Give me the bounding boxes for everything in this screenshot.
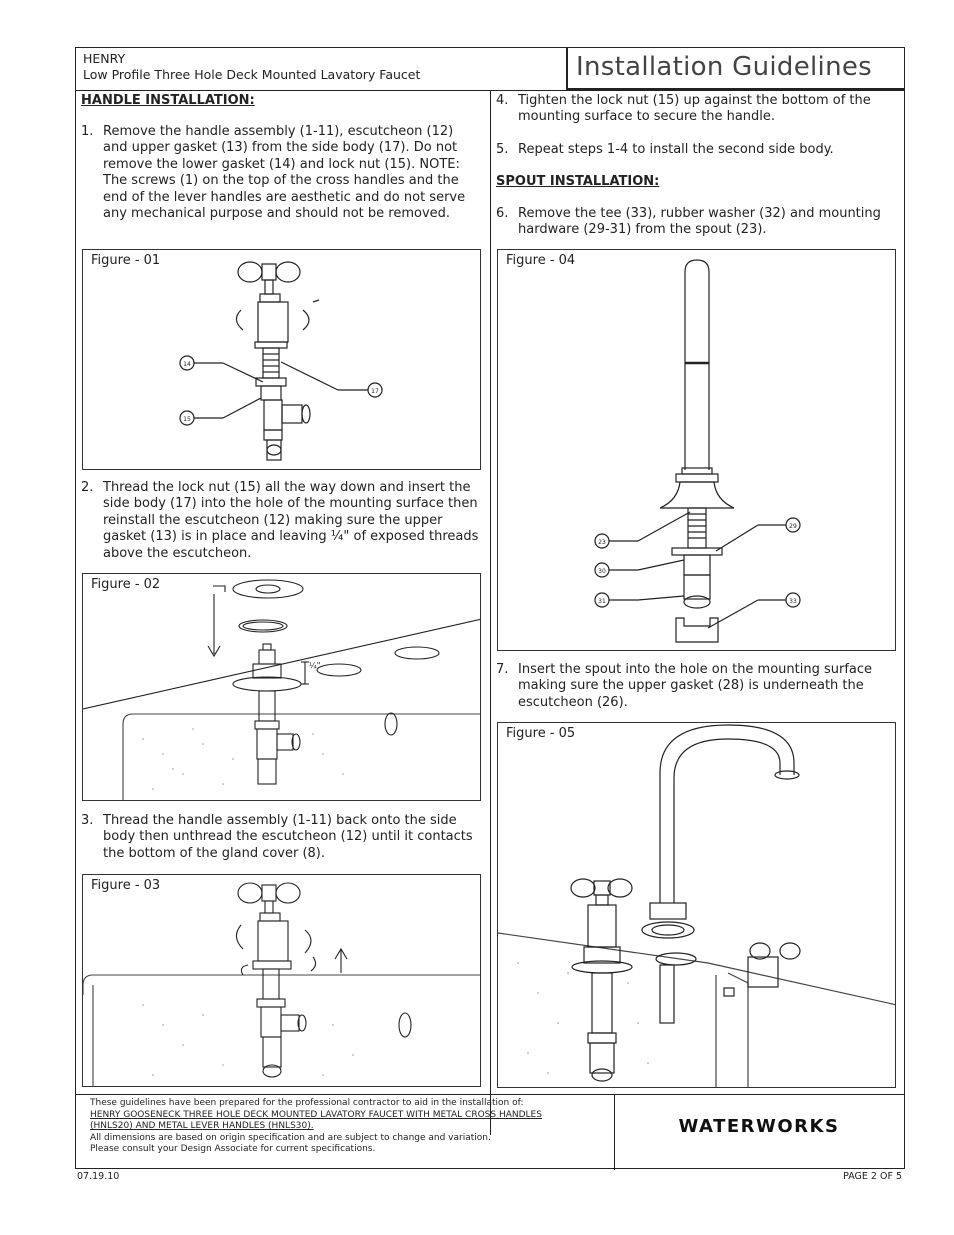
figure-02-drawing: [83, 574, 481, 801]
page-frame: [75, 47, 905, 1169]
footer-line-5: Please consult your Design Associate for current specifications.: [90, 1144, 376, 1154]
waterworks-logo: WATERWORKS: [678, 1116, 840, 1137]
header-product-line: Low Profile Three Hole Deck Mounted Lavatory Faucet: [83, 67, 421, 82]
callout-30: 30: [598, 568, 606, 575]
step-3-text: Thread the handle assembly (1-11) back onto the side body then unthread the escutcheon (12) until it contacts the bottom of the gland cover (8).: [103, 813, 473, 861]
step-1-text: Remove the handle assembly (1-11), escutcheon (12) and upper gasket (13) from the side body (17). Do not remove the lower gasket (14) and lock nut (15). NOTE: The screws (1) on the top of the cross handles and the end of the lever handles are aesthetic and do not serve any mechanical purpose and should not be removed.: [103, 124, 466, 222]
handle-installation-heading: HANDLE INSTALLATION:: [81, 93, 255, 108]
figure-03-drawing: [83, 875, 481, 1087]
figure-05-label: Figure - 05: [506, 726, 576, 741]
figure-03-label: Figure - 03: [91, 878, 161, 893]
figure-04-label: Figure - 04: [506, 253, 576, 268]
figure-01: [82, 249, 481, 470]
step-3-number: 3.: [81, 813, 94, 828]
step-7-number: 7.: [496, 662, 509, 677]
page-number: PAGE 2 OF 5: [843, 1171, 902, 1182]
step-4-text: Tighten the lock nut (15) up against the bottom of the mounting surface to secure the handle.: [518, 93, 871, 125]
figure-05: [497, 722, 896, 1088]
footer-divider: [76, 1094, 904, 1095]
figure-02-label: Figure - 02: [91, 577, 161, 592]
step-6: [496, 206, 896, 239]
step-1-number: 1.: [81, 124, 94, 139]
footer-line-1: These guidelines have been prepared for the professional contractor to aid in the installation of:: [90, 1098, 524, 1108]
step-5: [496, 142, 896, 158]
figure-02: [82, 573, 481, 801]
header-brand-line: HENRY: [83, 51, 126, 66]
figure-04-drawing: [498, 250, 896, 651]
counter-texture: [517, 962, 649, 1074]
figure-03: [82, 874, 481, 1087]
step-6-text: Remove the tee (33), rubber washer (32) and mounting hardware (29-31) from the spout (23).: [518, 206, 881, 238]
header-product: [76, 48, 566, 90]
step-3: [81, 813, 481, 862]
step-2: [81, 480, 481, 562]
callout-33: 33: [789, 598, 797, 605]
counter-texture: [142, 1004, 354, 1076]
step-4-number: 4.: [496, 93, 509, 108]
callout-15: 15: [183, 416, 191, 423]
callout-29: 29: [789, 523, 797, 530]
counter-texture: [142, 728, 344, 790]
spout-installation-heading: SPOUT INSTALLATION:: [496, 174, 660, 189]
figure-04: [497, 249, 896, 651]
step-6-number: 6.: [496, 206, 509, 221]
footer-line-3: (HNLS20) AND METAL LEVER HANDLES (HNLS30).: [90, 1121, 314, 1131]
footer-line-4: All dimensions are based on origin specification and are subject to change and variation.: [90, 1132, 491, 1143]
step-7: [496, 662, 896, 711]
step-4: [496, 93, 896, 126]
document-date: 07.19.10: [77, 1171, 120, 1182]
callout-31: 31: [598, 598, 606, 605]
callout-17: 17: [371, 388, 379, 395]
page-title: Installation Guidelines: [566, 48, 904, 90]
step-2-number: 2.: [81, 480, 94, 495]
column-divider: [490, 90, 491, 1135]
footer-disclaimer: [90, 1098, 610, 1156]
callout-23: 23: [598, 539, 606, 546]
step-7-text: Insert the spout into the hole on the mounting surface making sure the upper gasket (28) is underneath the escutcheon (26).: [518, 662, 873, 710]
step-2-text: Thread the lock nut (15) all the way down and insert the side body (17) into the hole of the mounting surface then reinstall the escutcheon (12) making sure the upper gasket (13) is in place and leaving ¼" of exposed threads above the escutcheon.: [103, 480, 479, 561]
figure-01-drawing: [83, 250, 481, 470]
callout-14: 14: [183, 361, 191, 368]
figure-01-label: Figure - 01: [91, 253, 161, 268]
step-5-number: 5.: [496, 142, 509, 157]
footer-line-2: HENRY GOOSENECK THREE HOLE DECK MOUNTED LAVATORY FAUCET WITH METAL CROSS HANDLES: [90, 1109, 542, 1120]
dimension-quarter-inch: ¼": [309, 661, 321, 670]
step-1: [81, 124, 481, 222]
figure-05-drawing: [498, 723, 896, 1088]
step-5-text: Repeat steps 1-4 to install the second side body.: [518, 142, 834, 157]
